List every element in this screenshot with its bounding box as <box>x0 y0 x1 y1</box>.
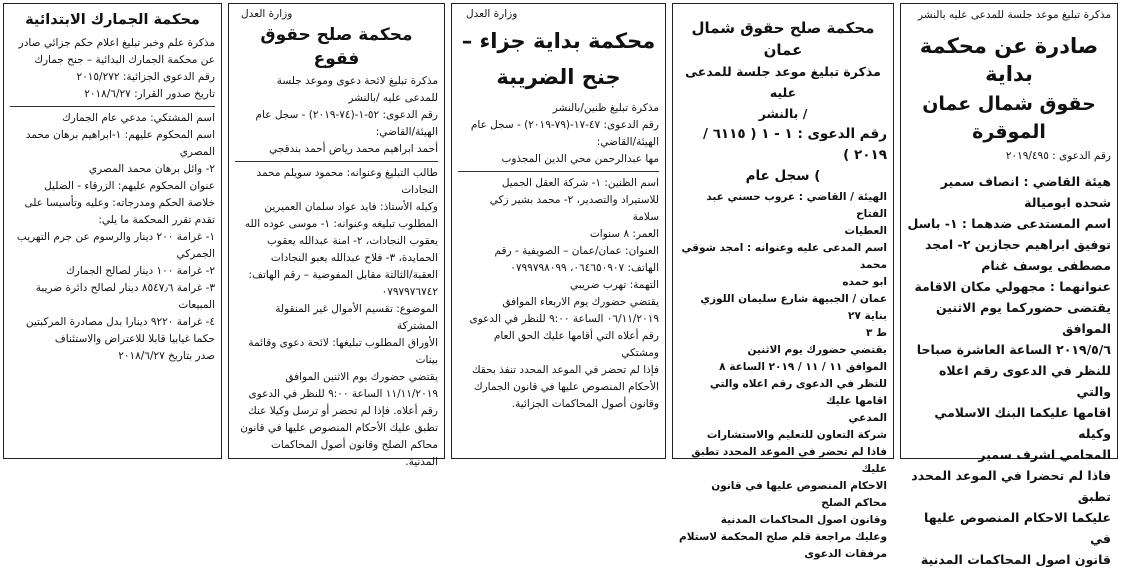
body-line: اسم المستدعى ضدهما : ١- باسل <box>907 216 1111 231</box>
body-line: خلاصة الحكم ومدرجاته: وعليه وتأسيسا على <box>24 197 215 209</box>
body-line: سلامة <box>632 211 659 223</box>
body-line: وعليك مراجعة قلم صلح المحكمة لاستلام <box>679 531 887 543</box>
body-line: مصطفى يوسف غنام <box>981 258 1111 273</box>
body-line: طالب التبليغ وعنوانه: محمود سويلم محمد <box>256 167 438 179</box>
body-line: للنظر في الدعوى رقم اعلاه والتي اقامها عليك <box>709 378 887 407</box>
notice-body <box>10 35 215 365</box>
body-line: الهيئة/القاضي: <box>375 126 438 138</box>
body-line: المصري <box>179 146 215 158</box>
notice-subtitle-line1: مذكرة تبليغ موعد جلسة للمدعى عليه <box>685 64 881 100</box>
body-line: تقدم تقرر المحكمة ما يلي: <box>98 214 215 226</box>
body-line: ١١/١١/٢٠١٩ الساعة ٩:٠٠ للنظر في الدعوى <box>248 388 438 400</box>
notice-tax-misdemeanor-court <box>451 3 666 459</box>
body-line: يعقوب النجادات، ٢- امنة عبدالله يعقوب <box>267 235 438 247</box>
notice-title-line1: صادرة عن محكمة بداية <box>919 34 1099 86</box>
body-line: الأوراق المطلوب تبليغها: لائحة دعوى وقائمة <box>248 337 438 349</box>
body-line: قانون اصول المحاكمات المدنية <box>920 552 1111 567</box>
body-line: ٢- وائل برهان محمد المصري <box>88 163 215 175</box>
body-line: صدر بتاريخ ٢٠١٨/٦/٢٧ <box>118 350 215 362</box>
divider <box>10 106 215 107</box>
body-line: للنظر في الدعوى رقم اعلاه والتي <box>939 363 1111 399</box>
body-line: اسم الظنين: ١- شركة العقل الجميل <box>501 177 659 189</box>
case-register: ) سجل عام <box>745 168 821 184</box>
body-line: المحامي اشرف سمير <box>978 447 1111 462</box>
body-line: أحمد ابراهيم محمد رياض أحمد بندقجي <box>269 143 438 155</box>
divider <box>458 171 659 172</box>
notice-intro: مذكرة تبليغ موعد جلسة للمدعى عليه بالنشر <box>917 9 1111 21</box>
divider <box>235 161 438 162</box>
body-line: رقم الدعوى: ٥٢-١-(٧٤-٢٠١٩) - سجل عام <box>255 109 438 121</box>
body-line: ١- غرامة ٢٠٠ دينار والرسوم عن جرم التهريب <box>16 231 215 243</box>
body-line: رقم أعلاه. فإذا لم تحضر أو ترسل وكيلا عنك <box>248 405 438 417</box>
body-line: ط ٣ <box>866 327 887 339</box>
body-line: فاذا لم تحضر في الموعد المحدد تطبق عليك <box>691 446 887 475</box>
body-line: يقتضي حضورك يوم الاثنين <box>747 344 887 356</box>
body-line: العنوان: عمان/عمان – الصويفية - رقم <box>494 245 659 257</box>
body-line: مذكرة علم وخبر تبليغ اعلام حكم جزائي صادر <box>18 37 215 49</box>
body-line: مها عبدالرحمن محي الدين المجذوب <box>501 153 659 165</box>
body-line: وقانون أصول المحاكمات الجزائية. <box>511 398 659 410</box>
body-line: وكيله الأستاذ: فايد عواد سلمان العميرين <box>264 201 438 213</box>
notice-subtitle-line2: / بالنشر <box>758 106 808 121</box>
body-line: للمدعى عليه /بالنشر <box>348 92 438 104</box>
body-line: فاذا لم تحضرا في الموعد المحدد تطبق <box>911 468 1111 504</box>
body-line: الجمركي <box>176 248 215 260</box>
body-line: عن محكمة الجمارك البدائية – جنح جمارك <box>34 54 215 66</box>
body-line: المبيعات <box>178 299 215 311</box>
notice-title: محكمة الجمارك الابتدائية <box>25 12 200 28</box>
body-line: الموافق ١١ / ١١ / ٢٠١٩ الساعة ٨ <box>719 361 887 373</box>
notice-body <box>458 100 659 413</box>
case-number: رقم الدعوى : ٢٠١٩/٤٩٥ <box>1005 150 1111 162</box>
notice-title: محكمة صلح حقوق شمال عمان <box>691 19 875 59</box>
body-line: عمان / الجبيهة شارع سليمان اللوزي بناية ٢٧ <box>700 293 887 322</box>
body-line: الحمايدة، ٣- فلاح عبدالله يعبو النجادات <box>270 252 438 264</box>
body-line: توفيق ابراهيم حجازين ٢- امجد <box>924 237 1111 252</box>
body-line: مذكرة تبليغ ظنين/بالنشر <box>552 102 659 114</box>
body-line: اقامها عليكما البنك الاسلامي وكيله <box>934 405 1111 441</box>
body-line: ابو حمده <box>842 276 887 288</box>
notice-title-line2: جنح الضريبة <box>496 65 621 89</box>
ministry-label: وزارة العدل <box>241 8 293 20</box>
body-line: هيئة القاضي : انصاف سمير شحده ابوميالة <box>940 174 1111 210</box>
notice-fuqou-magistrate <box>228 3 445 468</box>
body-line: ٣- غرامة ٨٥٤٧٫٦ دينار لصالح دائرة ضريبة <box>35 282 215 294</box>
body-line: شركة التعاون للتعليم والاستشارات <box>706 429 887 441</box>
body-line: يقتضي حضورك يوم الاربعاء الموافق <box>502 296 659 308</box>
notice-north-amman-magistrate <box>672 3 894 560</box>
body-line: فإذا لم تحضر في الموعد المحدد تنفذ بحقك <box>471 364 659 376</box>
body-line: الهيئة / القاضي : عروب حسني عبد الفتاح <box>706 191 887 220</box>
body-line: ٠٧٩٧٩٧٦٧٤٢ <box>381 286 438 298</box>
body-line: العطيات <box>844 225 887 237</box>
body-line: الهيئة/القاضي: <box>596 136 659 148</box>
case-number: رقم الدعوى : ١ - ١ ( ٦١١٥ / ٢٠١٩ ) <box>703 126 887 163</box>
body-line: حكما غيابيا قابلا للاعتراض والاستئناف <box>54 333 215 345</box>
body-line: مذكرة تبليغ لائحة دعوى وموعد جلسة <box>276 75 438 87</box>
body-line: التهمة: تهرب ضريبي <box>569 279 659 291</box>
notice-title-line1: محكمة بداية جزاء – <box>461 29 656 53</box>
body-line: ٢٠١٩/٥/٦ الساعة العاشرة صباحا <box>916 342 1111 357</box>
body-line: ٤- غرامة ٩٢٢٠ دينارا بدل مصادرة المركبتين <box>25 316 215 328</box>
body-line: عنوان المحكوم عليهم: الزرقاء - الضليل <box>44 180 215 192</box>
body-line: الموضوع: تقسيم الأموال غير المنقولة المشتركة <box>275 303 438 332</box>
body-line: الهاتف: ٠٦٤٦٥٠٩٠٧، ٠٧٩٩٧٩٨٠٩٩ <box>510 262 659 274</box>
body-line: ومشتكي <box>621 347 659 359</box>
body-line: تطبق عليك الأحكام المنصوص عليها في قانون <box>240 422 438 434</box>
body-line: اسم المشتكي: مدعي عام الجمارك <box>62 112 215 124</box>
body-line: الاحكام المنصوص عليها في قانون محاكم الصلح <box>711 480 887 509</box>
body-line: اسم المحكوم عليهم: ١-ابراهيم برهان محمد <box>25 129 215 141</box>
body-line: رقم الدعوى: ٤٧-١٧-(٧٩-٢٠١٩) - سجل عام <box>470 119 659 131</box>
ministry-label: وزارة العدل <box>466 8 518 20</box>
notice-customs-court <box>3 3 222 459</box>
body-line: بينات <box>415 354 438 366</box>
notice-body <box>679 189 887 563</box>
body-line: مرفقات الدعوى <box>804 548 887 560</box>
notice-title: محكمة صلح حقوق فقوع <box>260 25 413 69</box>
notice-north-amman-first-instance <box>900 3 1118 567</box>
body-line: تاريخ صدور القرار: ٢٠١٨/٦/٢٧ <box>84 88 215 100</box>
body-line: يقتضي حضورك يوم الاثنين الموافق <box>285 371 438 383</box>
body-line: العقبة/الثالثة مقابل المفوضية – رقم الهاتف: <box>248 269 438 281</box>
body-line: الأحكام المنصوص عليها في قانون الجمارك <box>473 381 659 393</box>
body-line: ٠٦/١١/٢٠١٩ الساعة ٩:٠٠ للنظر في الدعوى <box>469 313 659 325</box>
body-line: رقم أعلاه التي أقامها عليك الحق العام <box>493 330 659 342</box>
body-line: اسم المدعى عليه وعنوانه : امجد شوقي محمد <box>681 242 887 271</box>
body-line: النجادات <box>401 184 438 196</box>
body-line: المدعي <box>848 412 887 424</box>
body-line: وقانون اصول المحاكمات المدنية <box>720 514 887 526</box>
notice-body <box>235 73 438 471</box>
body-line: عليكما الاحكام المنصوص عليها في <box>924 510 1111 546</box>
body-line: للاستيراد والتصدير، ٢- محمد بشير زكي <box>489 194 659 206</box>
body-line: رقم الدعوى الجزائية: ٢٠١٥/٢٧٢ <box>76 71 215 83</box>
body-line: ٢- غرامة ١٠٠ دينار لصالح الجمارك <box>66 265 215 277</box>
body-line: المطلوب تبليغه وعنوانه: ١- موسى عوده الله <box>244 218 438 230</box>
body-line: يقتضى حضوركما يوم الاثنين الموافق <box>936 300 1111 336</box>
notice-title-line2: حقوق شمال عمان الموقرة <box>922 93 1096 143</box>
notice-body <box>907 171 1111 570</box>
body-line: عنوانهما : مجهولي مكان الاقامة <box>914 279 1111 294</box>
body-line: العمر: ٨ سنوات <box>589 228 659 240</box>
body-line: محاكم الصلح وقانون أصول المحاكمات المدنية. <box>271 439 438 468</box>
